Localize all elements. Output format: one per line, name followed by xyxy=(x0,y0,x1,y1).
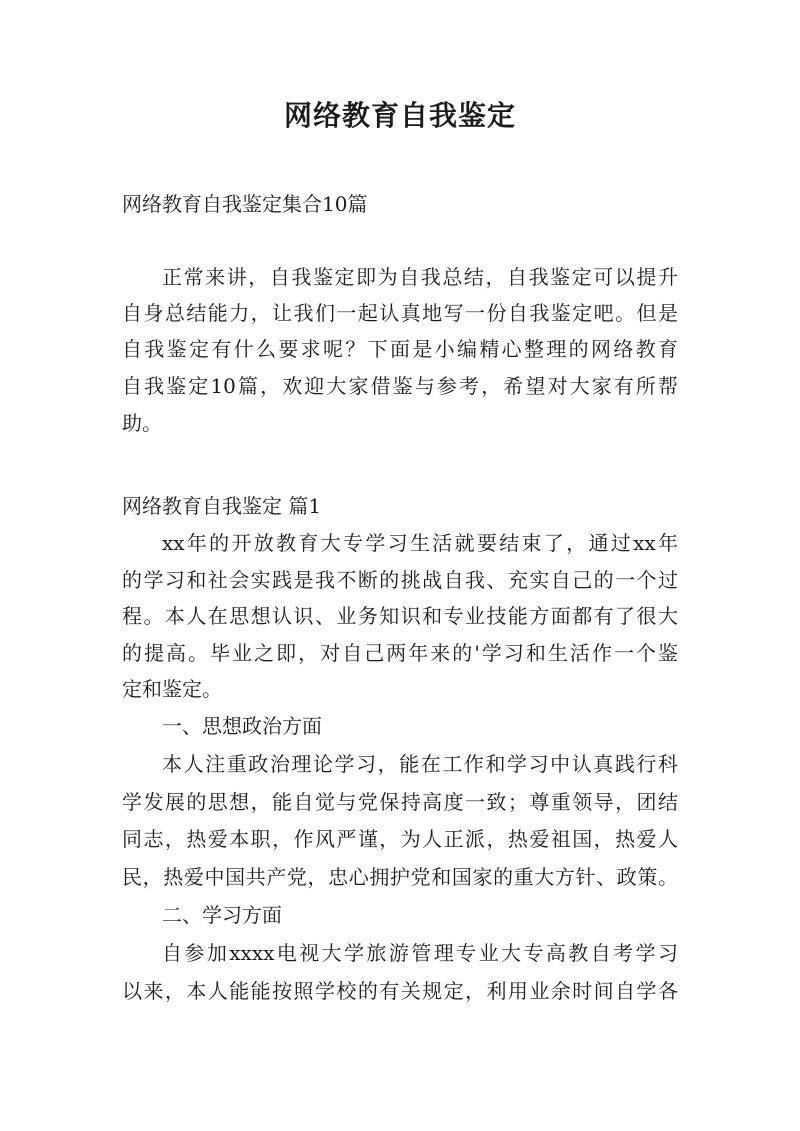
body-line: xx年的开放教育大专学习生活就要结束了，通过xx年 xyxy=(162,531,678,555)
body-line: 学发展的思想，能自觉与党保持高度一致；尊重领导，团结 xyxy=(122,790,678,814)
document-title: 网络教育自我鉴定 xyxy=(283,99,516,132)
intro-line: 自我鉴定10篇，欢迎大家借鉴与参考，希望对大家有所帮 xyxy=(122,374,678,398)
intro-line: 助。 xyxy=(122,411,162,435)
body-line: 同志，热爱本职，作风严谨，为人正派，热爱祖国，热爱人 xyxy=(122,827,678,851)
body-line: 自参加xxxx电视大学旅游管理专业大专高教自考学习 xyxy=(162,941,678,965)
document-subtitle: 网络教育自我鉴定集合10篇 xyxy=(122,192,368,216)
body-line: 本人注重政治理论学习，能在工作和学习中认真践行科 xyxy=(162,752,678,776)
subheading-politics: 一、思想政治方面 xyxy=(162,714,322,738)
body-line: 程。本人在思想认识、业务知识和专业技能方面都有了很大 xyxy=(122,604,678,628)
section-heading: 网络教育自我鉴定 篇1 xyxy=(122,494,322,518)
intro-line: 自我鉴定有什么要求呢？下面是小编精心整理的网络教育 xyxy=(122,337,678,361)
body-line: 民，热爱中国共产党，忠心拥护党和国家的重大方针、政策。 xyxy=(122,865,678,889)
intro-line: 正常来讲，自我鉴定即为自我总结，自我鉴定可以提升 xyxy=(162,265,678,289)
body-line: 的提高。毕业之即，对自己两年来的'学习和生活作一个鉴 xyxy=(122,641,678,665)
body-line: 以来，本人能能按照学校的有关规定，利用业余时间自学各 xyxy=(122,979,678,1003)
body-line: 定和鉴定。 xyxy=(122,677,222,701)
subheading-study: 二、学习方面 xyxy=(162,903,282,927)
body-line: 的学习和社会实践是我不断的挑战自我、充实自己的一个过 xyxy=(122,568,678,592)
intro-line: 自身总结能力，让我们一起认真地写一份自我鉴定吧。但是 xyxy=(122,301,678,325)
